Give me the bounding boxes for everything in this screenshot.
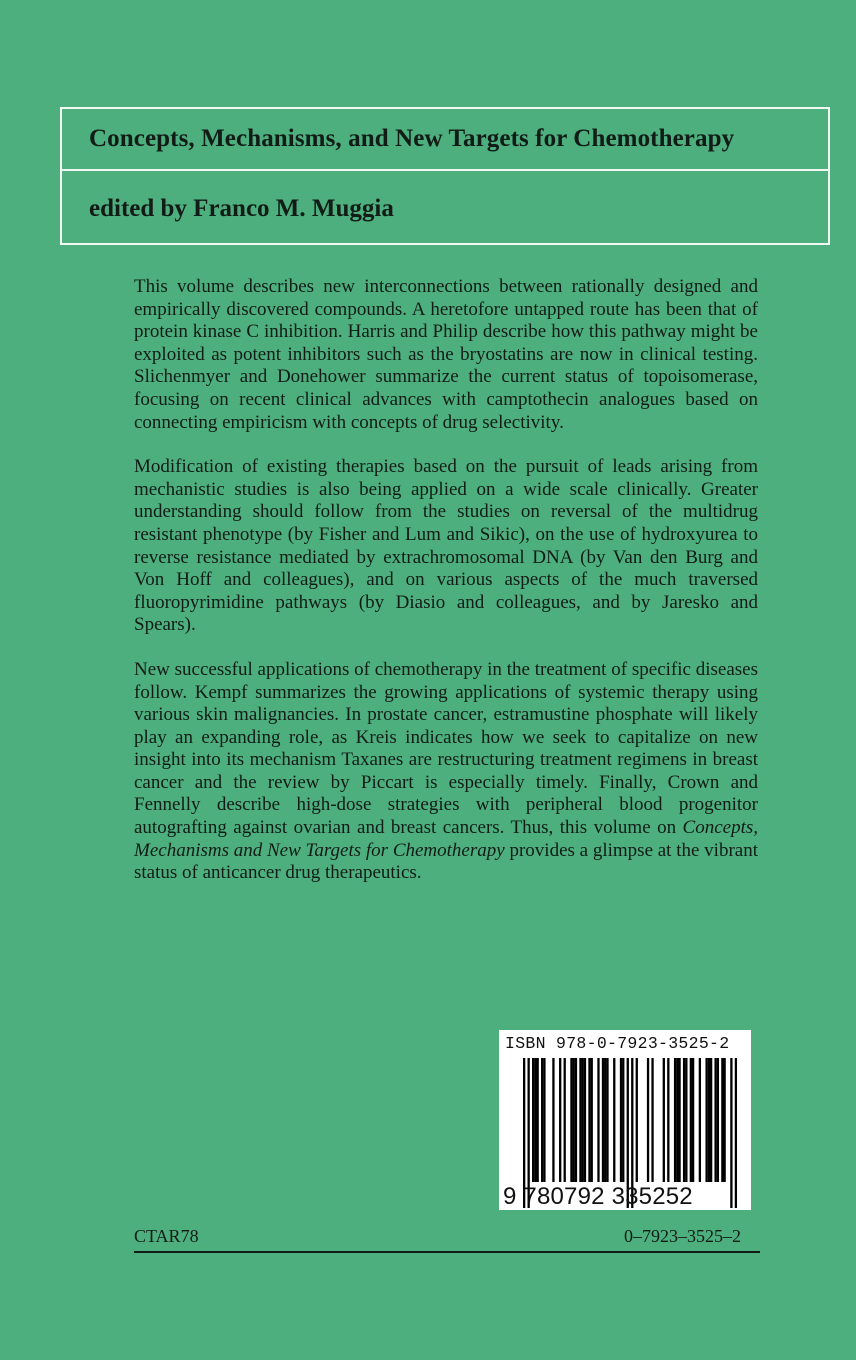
barcode-bar xyxy=(552,1058,554,1182)
barcode-bar xyxy=(714,1058,716,1182)
barcode-bar xyxy=(667,1058,669,1182)
paragraph-3-end: provides a glimpse at the vibrant status of anticancer drug therapeutics. xyxy=(134,839,759,884)
barcode-bar xyxy=(570,1058,572,1182)
barcode xyxy=(499,1030,751,1210)
editor-credit: edited by Franco M. Muggia xyxy=(89,195,394,222)
barcode-bar xyxy=(678,1058,680,1182)
barcode-bar xyxy=(723,1058,725,1182)
barcode-bar xyxy=(579,1058,581,1182)
barcode-bar xyxy=(676,1058,678,1182)
barcode-bar xyxy=(710,1058,712,1182)
barcode-bar xyxy=(699,1058,701,1182)
barcode-bar xyxy=(663,1058,665,1182)
barcode-bar xyxy=(597,1058,599,1182)
barcode-bar xyxy=(692,1058,694,1182)
paragraph-3-italic-title: Concepts, Mechanisms and New Targets for Chemotherapy xyxy=(134,817,758,861)
footer-rule xyxy=(134,1251,760,1253)
title-frame xyxy=(60,107,830,245)
barcode-bar xyxy=(582,1058,584,1182)
barcode-bar xyxy=(620,1058,622,1182)
barcode-digits: 9 780792 335252 xyxy=(503,1183,693,1210)
barcode-bar xyxy=(534,1058,536,1182)
barcode-bar xyxy=(537,1058,539,1182)
barcode-bar xyxy=(674,1058,676,1182)
barcode-bar xyxy=(564,1058,566,1182)
paragraph-2: Modification of existing therapies based on the pursuit of leads arising from mechanistic studies is also being applied on a wide scale clinically. Greater understanding should follow from the studies on reversal of the multidrug resistant phenotype (by Fisher and Lum and Sikic), on the use of hydroxyurea to reverse resistance mediated by extrachromosomal DNA (by Van den Burg and Von Hoff and colleagues), and on various aspects of the much traversed fluoropyrimidine pathways (by Diasio and colleagues, and by Jaresko and Spears). xyxy=(134,456,758,636)
paragraph-3-start: New successful applications of chemotherapy in the treatment of specific diseases follow. Kempf summarizes the growing applications of systemic therapy using various skin malignancies. In prostate cancer, estramustine phosphate will likely play an expanding role, as Kreis indicates how we seek to capitalize on new insight into its mechanism Taxanes are restructuring treatment regimens in breast cancer and the review by Piccart is especially timely. Finally, Crown and Fennelly describe high-dose strategies with peripheral blood progenitor autografting against ovarian and breast cancers. Thus, this volume on xyxy=(134,658,758,839)
isbn-number: 0–7923–3525–2 xyxy=(624,1226,741,1246)
paragraph-1: This volume describes new interconnections between rationally designed and empirically discovered compounds. A heretofore untapped route has been that of protein kinase C inhibition. Harris and Philip describe how this pathway might be exploited as potent inhibitors such as the bryostatins are now in clinical testing. Slichenmyer and Donehower summarize the current status of topoisomerase, focusing on recent clinical advances with camptothecin analogues based on connecting empiricism with concepts of drug selectivity. xyxy=(134,276,758,433)
barcode-bar xyxy=(636,1058,638,1182)
barcode-bar xyxy=(717,1058,719,1182)
book-title: Concepts, Mechanisms, and New Targets for Chemotherapy xyxy=(89,125,735,152)
barcode-bar xyxy=(584,1058,586,1182)
barcode-bar xyxy=(683,1058,685,1182)
barcode-bar xyxy=(708,1058,710,1182)
frame-divider xyxy=(62,169,828,171)
paragraph-3 xyxy=(134,659,758,885)
barcode-bar xyxy=(543,1058,545,1182)
barcode-bar xyxy=(559,1058,561,1182)
barcode-bar xyxy=(651,1058,653,1182)
barcode-bar xyxy=(588,1058,590,1182)
barcode-bar xyxy=(613,1058,615,1182)
description xyxy=(134,276,758,907)
barcode-bar xyxy=(541,1058,543,1182)
barcode-bar xyxy=(622,1058,624,1182)
barcode-bar xyxy=(602,1058,604,1182)
catalog-code: CTAR78 xyxy=(134,1226,199,1246)
isbn-label: ISBN 978-0-7923-3525-2 xyxy=(505,1034,730,1053)
barcode-bar xyxy=(690,1058,692,1182)
barcode-bar xyxy=(591,1058,593,1182)
barcode-bar xyxy=(604,1058,606,1182)
barcode-bar xyxy=(647,1058,649,1182)
barcode-bar xyxy=(532,1058,534,1182)
barcode-bar xyxy=(685,1058,687,1182)
barcode-bar xyxy=(573,1058,575,1182)
barcode-bar xyxy=(575,1058,577,1182)
barcode-bar xyxy=(606,1058,608,1182)
barcode-bar xyxy=(721,1058,723,1182)
barcode-bar xyxy=(705,1058,707,1182)
